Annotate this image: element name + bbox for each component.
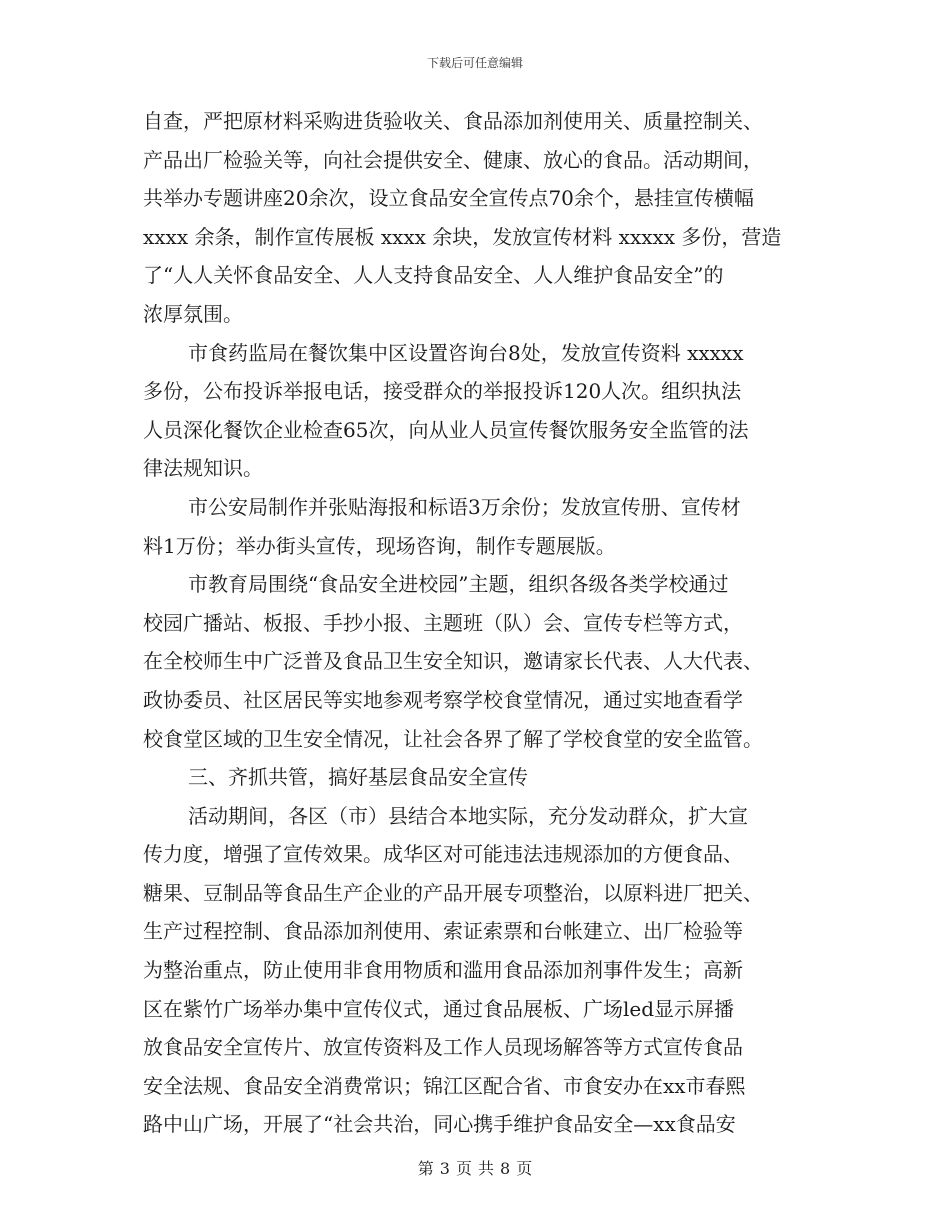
text-line: 市教育局围绕“食品安全进校园”主题，组织各级各类学校通过 [188,572,729,597]
text-line: 三、齐抓共管，搞好基层食品安全宣传 [188,765,528,790]
text-line: 共举办专题讲座20余次，设立食品安全宣传点70余个，悬挂宣传横幅 [143,186,754,211]
text-line: 了“人人关怀食品安全、人人支持食品安全、人人维护食品安全”的 [143,263,724,288]
current-page: 3 [439,1159,450,1178]
page-word: 页 [455,1159,472,1178]
text-line: 生产过程控制、食品添加剂使用、索证索票和台帐建立、出厂检验等 [143,919,743,944]
page-header-note: 下载后可任意编辑 [426,56,523,70]
text-line: 活动期间，各区（市）县结合本地实际，充分发动群众，扩大宣 [188,803,748,828]
text-line: 料1万份；举办街头宣传，现场咨询，制作专题展版。 [143,533,616,558]
total-word: 共 [478,1159,495,1178]
text-line: 律法规知识。 [143,456,263,481]
text-line: 政协委员、社区居民等实地参观考察学校食堂情况，通过实地查看学 [143,687,743,712]
text-line: 糖果、豆制品等食品生产企业的产品开展专项整治，以原料进厂把关、 [143,880,763,905]
text-line: 区在紫竹广场举办集中宣传仪式，通过食品展板、广场led显示屏播 [143,996,735,1021]
text-line: 路中山广场，开展了“社会共治，同心携手维护食品安全—xx食品安 [143,1112,736,1137]
text-line: 放食品安全宣传片、放宣传资料及工作人员现场解答等方式宣传食品 [143,1035,743,1060]
text-line: 为整治重点，防止使用非食用物质和滥用食品添加剂事件发生；高新 [143,958,743,983]
page-number [0,1156,950,1179]
page-word-2: 页 [516,1159,533,1178]
text-line: 在全校师生中广泛普及食品卫生安全知识，邀请家长代表、人大代表、 [143,649,763,674]
text-line: 安全法规、食品安全消费常识；锦江区配合省、市食安办在xx市春熙 [143,1073,746,1098]
total-pages: 8 [500,1159,511,1178]
document-body [143,102,815,1144]
text-line: 自查，严把原材料采购进货验收关、食品添加剂使用关、质量控制关、 [143,109,763,133]
text-line: 校食堂区域的卫生安全情况，让社会各界了解了学校食堂的安全监管。 [143,726,763,751]
text-line: 产品出厂检验关等，向社会提供安全、健康、放心的食品。活动期间， [143,147,763,172]
page-prefix: 第 [417,1159,434,1178]
text-line: 浓厚氛围。 [143,301,243,326]
text-line: 市食药监局在餐饮集中区设置咨询台8处，发放宣传资料 xxxxx [188,340,744,365]
text-line: 人员深化餐饮企业检查65次，向从业人员宣传餐饮服务安全监管的法 [143,417,749,442]
text-line: xxxx 余条，制作宣传展板 xxxx 余块，发放宣传材料 xxxxx 多份，营造 [143,224,782,249]
text-line: 市公安局制作并张贴海报和标语3万余份；发放宣传册、宣传材 [188,494,741,519]
text-line: 校园广播站、板报、手抄小报、主题班（队）会、宣传专栏等方式， [143,610,743,635]
text-line: 多份，公布投诉举报电话，接受群众的举报投诉120人次。组织执法 [143,379,742,404]
text-line: 传力度，增强了宣传效果。成华区对可能违法违规添加的方便食品、 [143,842,743,867]
